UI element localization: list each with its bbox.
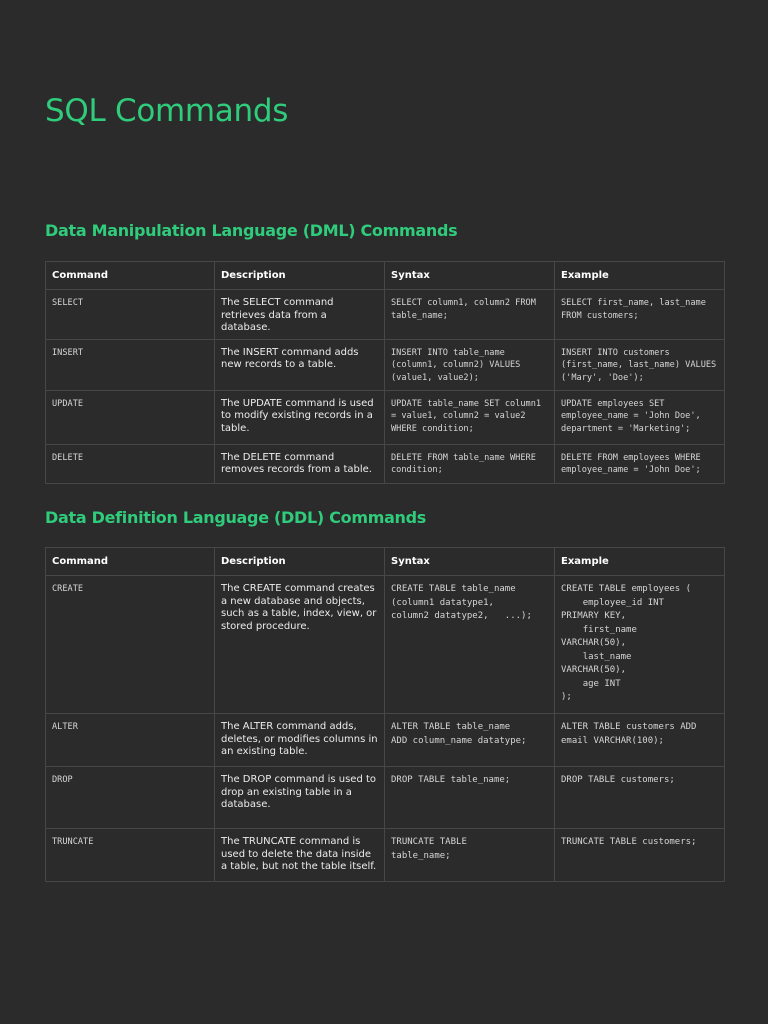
command-cell: DROP (46, 767, 215, 829)
syntax-cell: INSERT INTO table_name (column1, column2) VALUES (value1, value2); (385, 339, 555, 390)
syntax-cell: CREATE TABLE table_name (column1 datatype1, column2 datatype2, ...); (385, 576, 555, 714)
description-cell: The SELECT command retrieves data from a database. (215, 290, 385, 340)
column-header-command: Command (46, 548, 215, 576)
command-cell: SELECT (46, 290, 215, 340)
example-cell: CREATE TABLE employees ( employee_id INT PRIMARY KEY, first_name VARCHAR(50), last_name VARCHAR(50), age INT ); (555, 576, 725, 714)
description-cell: The DELETE command removes records from a table. (215, 444, 385, 483)
description-cell: The INSERT command adds new records to a table. (215, 339, 385, 390)
column-header-syntax: Syntax (385, 262, 555, 290)
command-cell: ALTER (46, 714, 215, 767)
command-cell: DELETE (46, 444, 215, 483)
column-header-description: Description (215, 262, 385, 290)
description-cell: The ALTER command adds, deletes, or modifies columns in an existing table. (215, 714, 385, 767)
dml-section-title: Data Manipulation Language (DML) Commands (45, 221, 458, 240)
table-row (46, 444, 725, 483)
description-cell: The CREATE command creates a new database and objects, such as a table, index, view, or stored procedure. (215, 576, 385, 714)
example-cell: ALTER TABLE customers ADD email VARCHAR(100); (555, 714, 725, 767)
column-header-syntax: Syntax (385, 548, 555, 576)
syntax-cell: TRUNCATE TABLE table_name; (385, 829, 555, 882)
column-header-description: Description (215, 548, 385, 576)
description-cell: The DROP command is used to drop an existing table in a database. (215, 767, 385, 829)
example-cell: SELECT first_name, last_name FROM customers; (555, 290, 725, 340)
example-cell: DELETE FROM employees WHERE employee_name = 'John Doe'; (555, 444, 725, 483)
command-cell: INSERT (46, 339, 215, 390)
table-header-row (46, 262, 725, 290)
description-cell: The TRUNCATE command is used to delete the data inside a table, but not the table itself. (215, 829, 385, 882)
description-cell: The UPDATE command is used to modify existing records in a table. (215, 390, 385, 444)
command-cell: TRUNCATE (46, 829, 215, 882)
syntax-cell: UPDATE table_name SET column1 = value1, column2 = value2 WHERE condition; (385, 390, 555, 444)
column-header-command: Command (46, 262, 215, 290)
table-row (46, 714, 725, 767)
example-cell: UPDATE employees SET employee_name = 'John Doe', department = 'Marketing'; (555, 390, 725, 444)
table-row (46, 290, 725, 340)
column-header-example: Example (555, 548, 725, 576)
table-row (46, 829, 725, 882)
command-cell: CREATE (46, 576, 215, 714)
command-cell: UPDATE (46, 390, 215, 444)
table-row (46, 576, 725, 714)
syntax-cell: DROP TABLE table_name; (385, 767, 555, 829)
syntax-cell: DELETE FROM table_name WHERE condition; (385, 444, 555, 483)
table-row (46, 339, 725, 390)
column-header-example: Example (555, 262, 725, 290)
syntax-cell: SELECT column1, column2 FROM table_name; (385, 290, 555, 340)
syntax-cell: ALTER TABLE table_name ADD column_name datatype; (385, 714, 555, 767)
example-cell: TRUNCATE TABLE customers; (555, 829, 725, 882)
table-header-row (46, 548, 725, 576)
dml-commands-table (45, 261, 725, 484)
ddl-section-title: Data Definition Language (DDL) Commands (45, 508, 427, 527)
table-row (46, 767, 725, 829)
example-cell: INSERT INTO customers (first_name, last_name) VALUES ('Mary', 'Doe'); (555, 339, 725, 390)
ddl-commands-table (45, 547, 725, 882)
table-row (46, 390, 725, 444)
page-title: SQL Commands (45, 93, 289, 129)
example-cell: DROP TABLE customers; (555, 767, 725, 829)
